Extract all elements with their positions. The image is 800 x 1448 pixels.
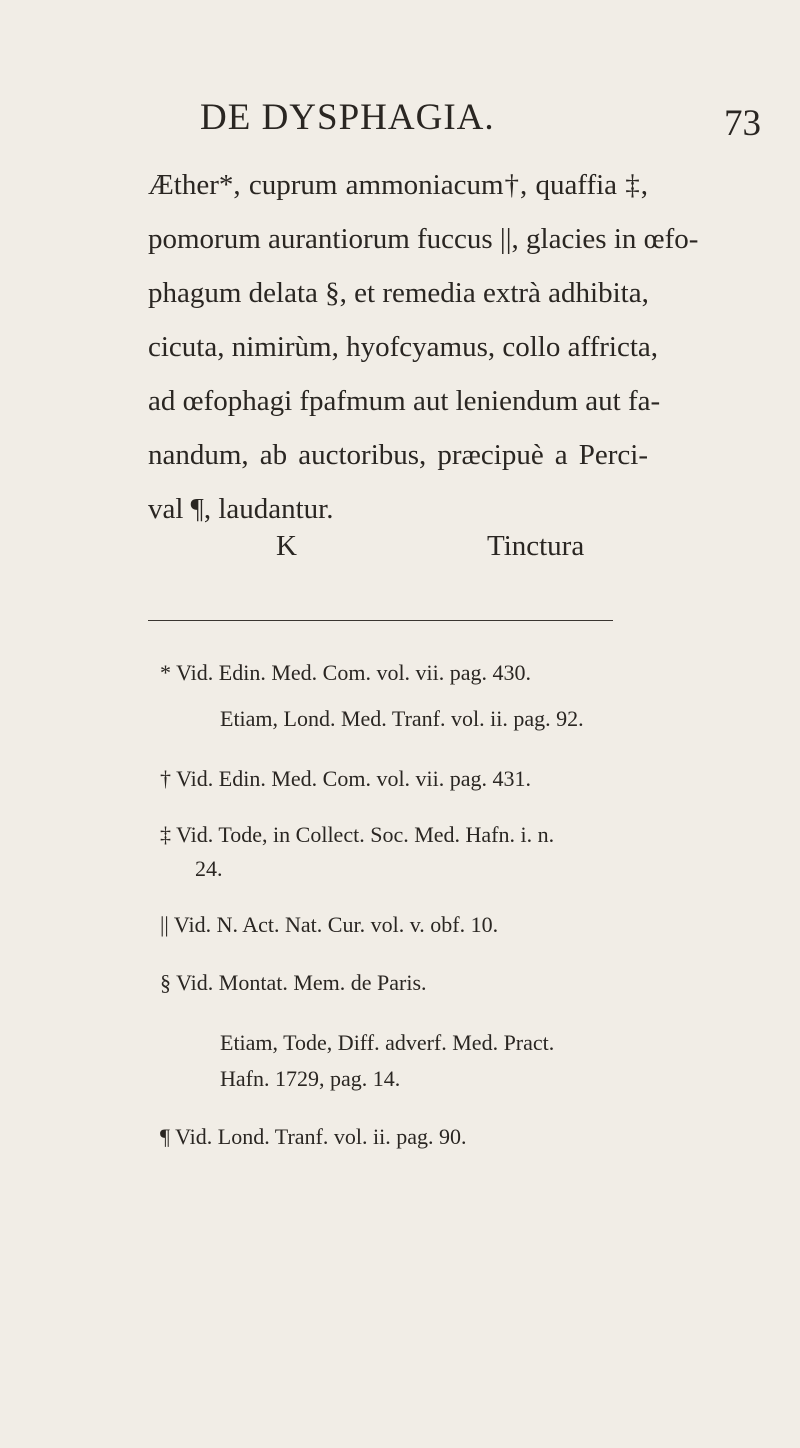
- footnote: [130, 822, 690, 882]
- body-line: nandum, ab auctoribus, præcipuè a Perci-: [148, 439, 648, 471]
- running-head: DE DYSPHAGIA.: [200, 97, 495, 138]
- footnote-line: * Vid. Edin. Med. Com. vol. vii. pag. 430.: [160, 660, 532, 685]
- page-number: 73: [724, 103, 761, 144]
- page-header: [0, 96, 800, 146]
- main-paragraph: [148, 158, 699, 536]
- footnote: [130, 660, 690, 732]
- footnote-line: 24.: [195, 856, 223, 881]
- footnote-line: || Vid. N. Act. Nat. Cur. vol. v. obf. 10.: [160, 912, 499, 937]
- body-line: val ¶, laudantur.: [148, 493, 334, 525]
- footnote: [130, 1124, 690, 1150]
- footnote-rule: [148, 620, 613, 621]
- footnote-line: ¶ Vid. Lond. Tranf. vol. ii. pag. 90.: [160, 1124, 467, 1149]
- footnote-line: † Vid. Edin. Med. Com. vol. vii. pag. 431.: [160, 766, 532, 791]
- signature-mark: K: [276, 530, 297, 562]
- body-line: phagum delata §, et remedia extrà adhibita,: [148, 277, 649, 309]
- footnote-line: Hafn. 1729, pag. 14.: [220, 1066, 401, 1091]
- body-line: Æther*, cuprum ammoniacum†, quaffia ‡,: [148, 169, 648, 201]
- catchword: Tinctura: [487, 530, 585, 562]
- body-line: ad œfophagi fpafmum aut leniendum aut fa-: [148, 385, 661, 417]
- footnote: [130, 970, 690, 1092]
- footnotes: [130, 660, 690, 1150]
- body-line: pomorum aurantiorum fuccus ||, glacies in œfo-: [148, 223, 699, 255]
- footnote: [130, 912, 690, 938]
- footnote-line: § Vid. Montat. Mem. de Paris.: [160, 970, 427, 995]
- body-line: cicuta, nimirùm, hyofcyamus, collo affricta,: [148, 331, 659, 363]
- catchline: [0, 530, 800, 570]
- footnote-line: Etiam, Lond. Med. Tranf. vol. ii. pag. 92.: [220, 706, 584, 731]
- footnote: [130, 766, 690, 792]
- footnote-line: Etiam, Tode, Diff. adverf. Med. Pract.: [220, 1030, 555, 1055]
- footnote-line: ‡ Vid. Tode, in Collect. Soc. Med. Hafn. i. n.: [160, 822, 555, 847]
